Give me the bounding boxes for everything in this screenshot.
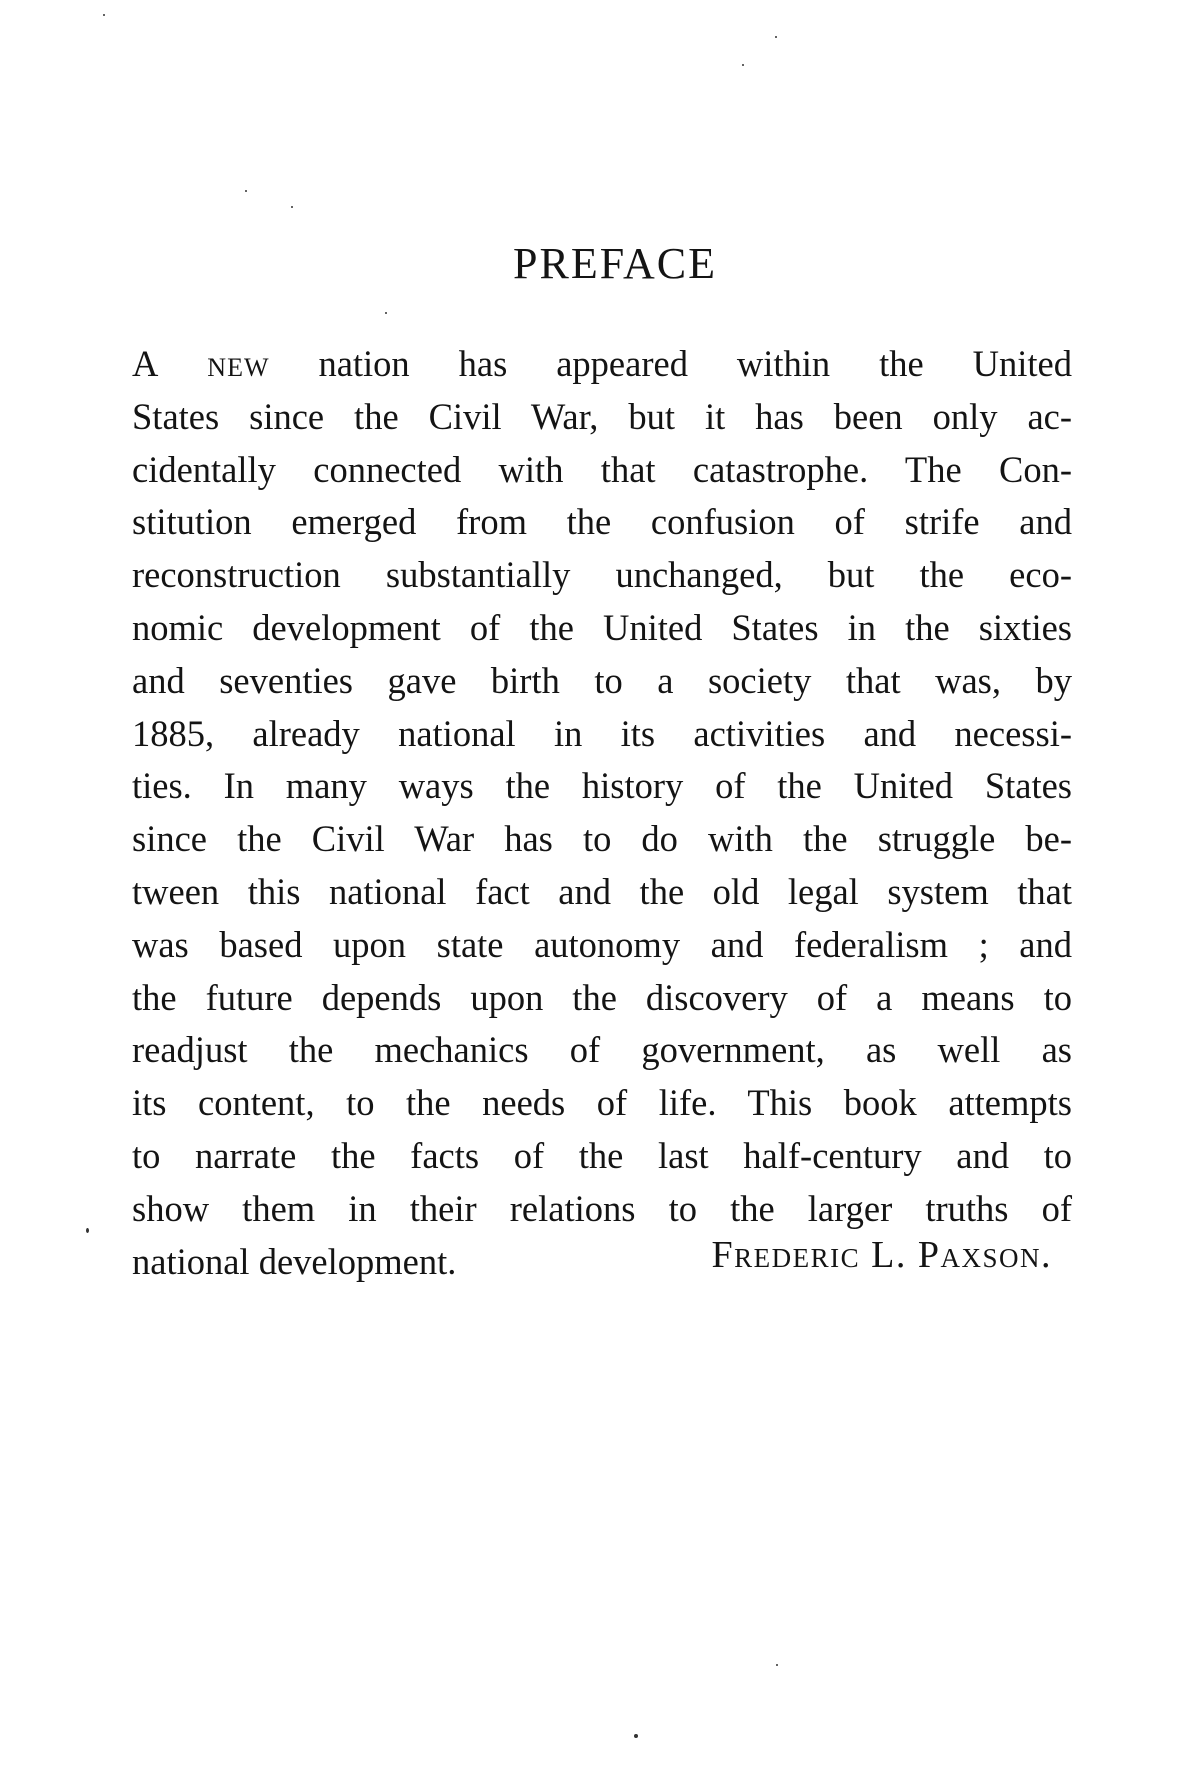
author-signature: Frederic L. Paxson.: [711, 1234, 1052, 1276]
paragraph-line: national development.: [132, 1240, 457, 1282]
paragraph-line: to narrate the facts of the last half-century and to: [132, 1134, 1072, 1176]
paragraph-line: the future depends upon the discovery of a means to: [132, 976, 1072, 1018]
scan-speck: [742, 64, 744, 66]
scan-speck: [775, 36, 777, 38]
scan-speck: [385, 312, 387, 314]
paragraph-line: and seventies gave birth to a society that was, by: [132, 659, 1072, 701]
preface-paragraph: [132, 338, 1072, 1288]
line-text: nation has appeared within the United: [269, 343, 1072, 384]
paragraph-line: its content, to the needs of life. This book attempts: [132, 1082, 1072, 1124]
paragraph-line: 1885, already national in its activities and necessi-: [132, 712, 1072, 754]
paragraph-line: ties. In many ways the history of the United States: [132, 765, 1072, 807]
scan-speck: [776, 1664, 778, 1666]
paragraph-line: readjust the mechanics of government, as well as: [132, 1029, 1072, 1071]
paragraph-line: cidentally connected with that catastrophe. The Con-: [132, 448, 1072, 490]
scan-speck: [291, 206, 293, 208]
paragraph-line: show them in their relations to the larger truths of: [132, 1187, 1072, 1229]
paragraph-line: was based upon state autonomy and federalism ; and: [132, 923, 1072, 965]
scan-speck: [103, 14, 105, 16]
opening-small-caps: A new: [132, 343, 270, 384]
scan-speck: [245, 190, 247, 192]
page-title: PREFACE: [513, 239, 717, 288]
paragraph-line: [132, 338, 1072, 391]
scan-speck: [86, 1228, 89, 1233]
scan-speck: [634, 1734, 638, 1738]
paragraph-line: stitution emerged from the confusion of strife and: [132, 501, 1072, 543]
paragraph-line: States since the Civil War, but it has been only ac-: [132, 395, 1072, 437]
paragraph-line: nomic development of the United States in the sixties: [132, 606, 1072, 648]
paragraph-line: since the Civil War has to do with the struggle be-: [132, 818, 1072, 860]
paragraph-line: tween this national fact and the old legal system that: [132, 870, 1072, 912]
paragraph-line: reconstruction substantially unchanged, but the eco-: [132, 554, 1072, 596]
